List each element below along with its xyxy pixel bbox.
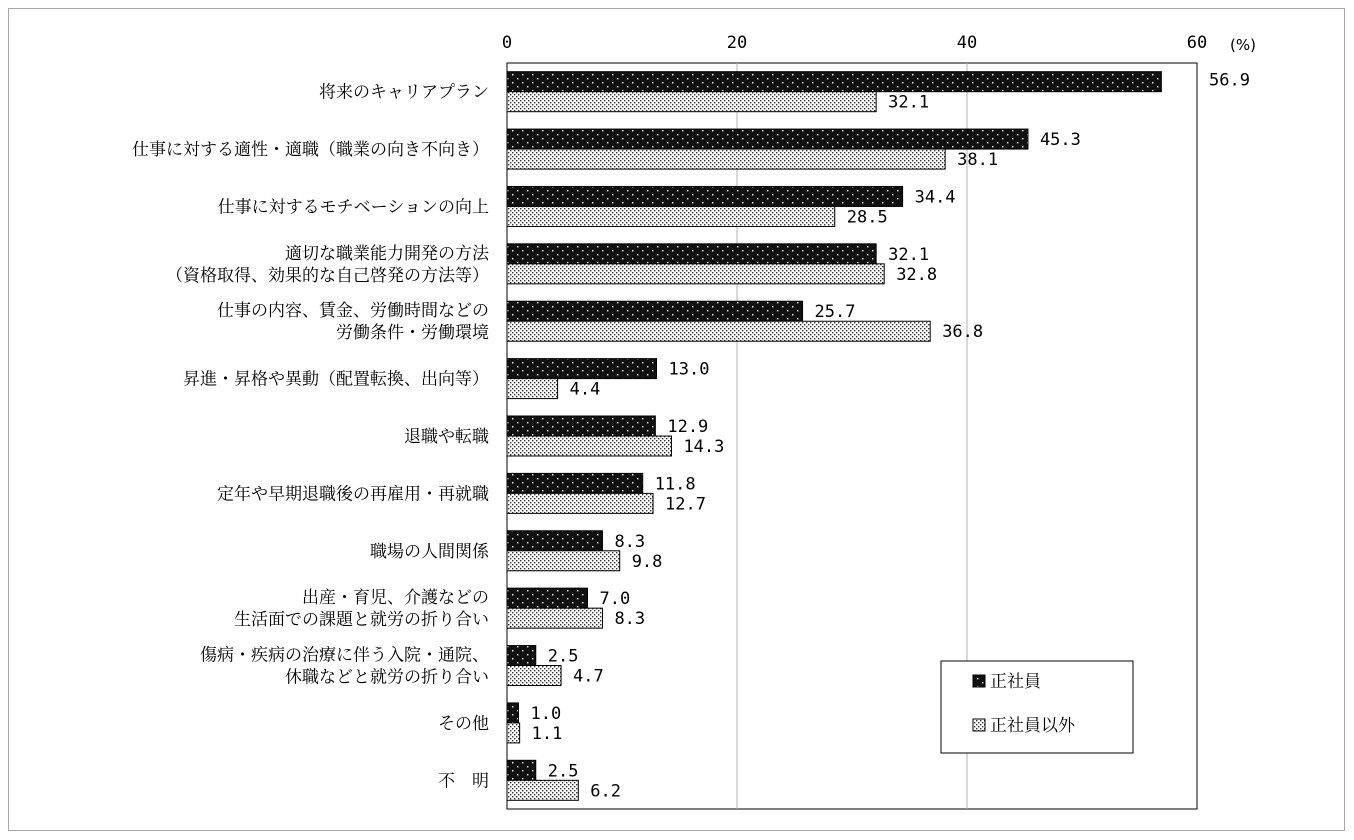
bar-non-regular <box>507 206 835 226</box>
value-label: 6.2 <box>590 781 622 802</box>
value-label: 9.8 <box>631 551 663 572</box>
grid-lines <box>737 63 967 809</box>
category-label: 職場の人間関係 <box>370 541 489 562</box>
bar-non-regular <box>507 436 671 456</box>
value-label: 4.4 <box>569 379 601 400</box>
value-label: 11.8 <box>654 474 696 495</box>
value-label: 1.1 <box>531 723 563 744</box>
value-label: 7.0 <box>599 589 631 610</box>
bar-non-regular <box>507 149 945 169</box>
bar-non-regular <box>507 264 884 284</box>
value-label: 2.5 <box>547 761 579 782</box>
bar-regular <box>507 473 643 493</box>
category-label: 仕事に対する適性・適職（職業の向き不向き） <box>132 140 489 161</box>
category-label: 昇進・昇格や異動（配置転換、出向等） <box>183 369 489 390</box>
bar-regular <box>507 531 602 551</box>
bar-non-regular <box>507 379 558 399</box>
x-tick-label: 60 <box>1186 33 1208 53</box>
x-tick-label: 20 <box>726 33 748 53</box>
bar-regular <box>507 72 1161 92</box>
bar-regular <box>507 129 1028 149</box>
x-tick-label: 40 <box>956 33 978 53</box>
value-label: 32.1 <box>888 92 930 113</box>
x-axis-unit: (%) <box>1230 36 1256 54</box>
legend <box>941 661 1133 753</box>
bar-non-regular <box>507 321 930 341</box>
bar-non-regular <box>507 608 602 628</box>
category-label: 不 明 <box>438 771 489 792</box>
category-label: 生活面での課題と就労の折り合い <box>234 610 489 631</box>
value-label: 32.1 <box>888 244 930 265</box>
category-label: 出産・育児、介護などの <box>302 588 489 609</box>
category-label: 将来のキャリアプラン <box>319 82 489 103</box>
bar-non-regular <box>507 92 876 112</box>
value-label: 36.8 <box>942 322 984 343</box>
bar-regular <box>507 416 655 436</box>
value-label: 38.1 <box>957 150 999 171</box>
value-label: 2.5 <box>547 646 579 667</box>
category-label: 退職や転職 <box>404 427 489 447</box>
legend-label: 正社員 <box>990 672 1041 692</box>
category-label: （資格取得、効果的な自己啓発の方法等） <box>166 265 489 286</box>
bar-regular <box>507 588 588 608</box>
value-label: 28.5 <box>846 207 888 228</box>
category-label: 傷病・疾病の治療に伴う入院・通院、 <box>200 645 489 666</box>
bar-non-regular <box>507 723 520 743</box>
bar-regular <box>507 186 903 206</box>
value-label: 32.8 <box>896 264 938 285</box>
category-label: 適切な職業能力開発の方法 <box>285 243 489 264</box>
bar-non-regular <box>507 780 578 800</box>
value-label: 12.7 <box>665 494 707 515</box>
bar-regular <box>507 646 536 666</box>
category-label: 仕事に対するモチベーションの向上 <box>217 197 489 218</box>
legend-label: 正社員以外 <box>990 716 1075 736</box>
value-label: 56.9 <box>1209 70 1250 91</box>
value-label: 25.7 <box>814 302 856 323</box>
x-axis-ticks <box>502 33 1207 53</box>
value-label: 34.4 <box>914 187 956 208</box>
bar-regular <box>507 301 803 321</box>
category-label: その他 <box>438 713 489 734</box>
bar-regular <box>507 244 876 264</box>
bar-non-regular <box>507 666 561 686</box>
value-label: 4.7 <box>573 666 604 687</box>
value-label: 8.3 <box>614 531 646 552</box>
value-label: 13.0 <box>668 359 710 380</box>
value-label: 8.3 <box>614 609 646 630</box>
legend-swatch <box>973 719 985 731</box>
bar-non-regular <box>507 493 653 513</box>
category-label: 仕事の内容、賃金、労働時間などの <box>217 301 489 322</box>
category-labels <box>132 83 490 792</box>
value-label: 12.9 <box>667 417 709 437</box>
legend-swatch <box>973 675 985 687</box>
category-label: 労働条件・労働環境 <box>336 323 489 344</box>
bar-regular <box>507 703 519 723</box>
bar-regular <box>507 359 657 379</box>
category-label: 休職などと就労の折り合い <box>285 667 489 688</box>
value-label: 14.3 <box>683 437 725 457</box>
bar-regular <box>507 760 536 780</box>
value-label: 1.0 <box>530 703 562 724</box>
bar-non-regular <box>507 551 620 571</box>
value-label: 45.3 <box>1039 130 1081 151</box>
x-tick-label: 0 <box>501 33 513 53</box>
category-label: 定年や早期退職後の再雇用・再就職 <box>217 484 489 505</box>
